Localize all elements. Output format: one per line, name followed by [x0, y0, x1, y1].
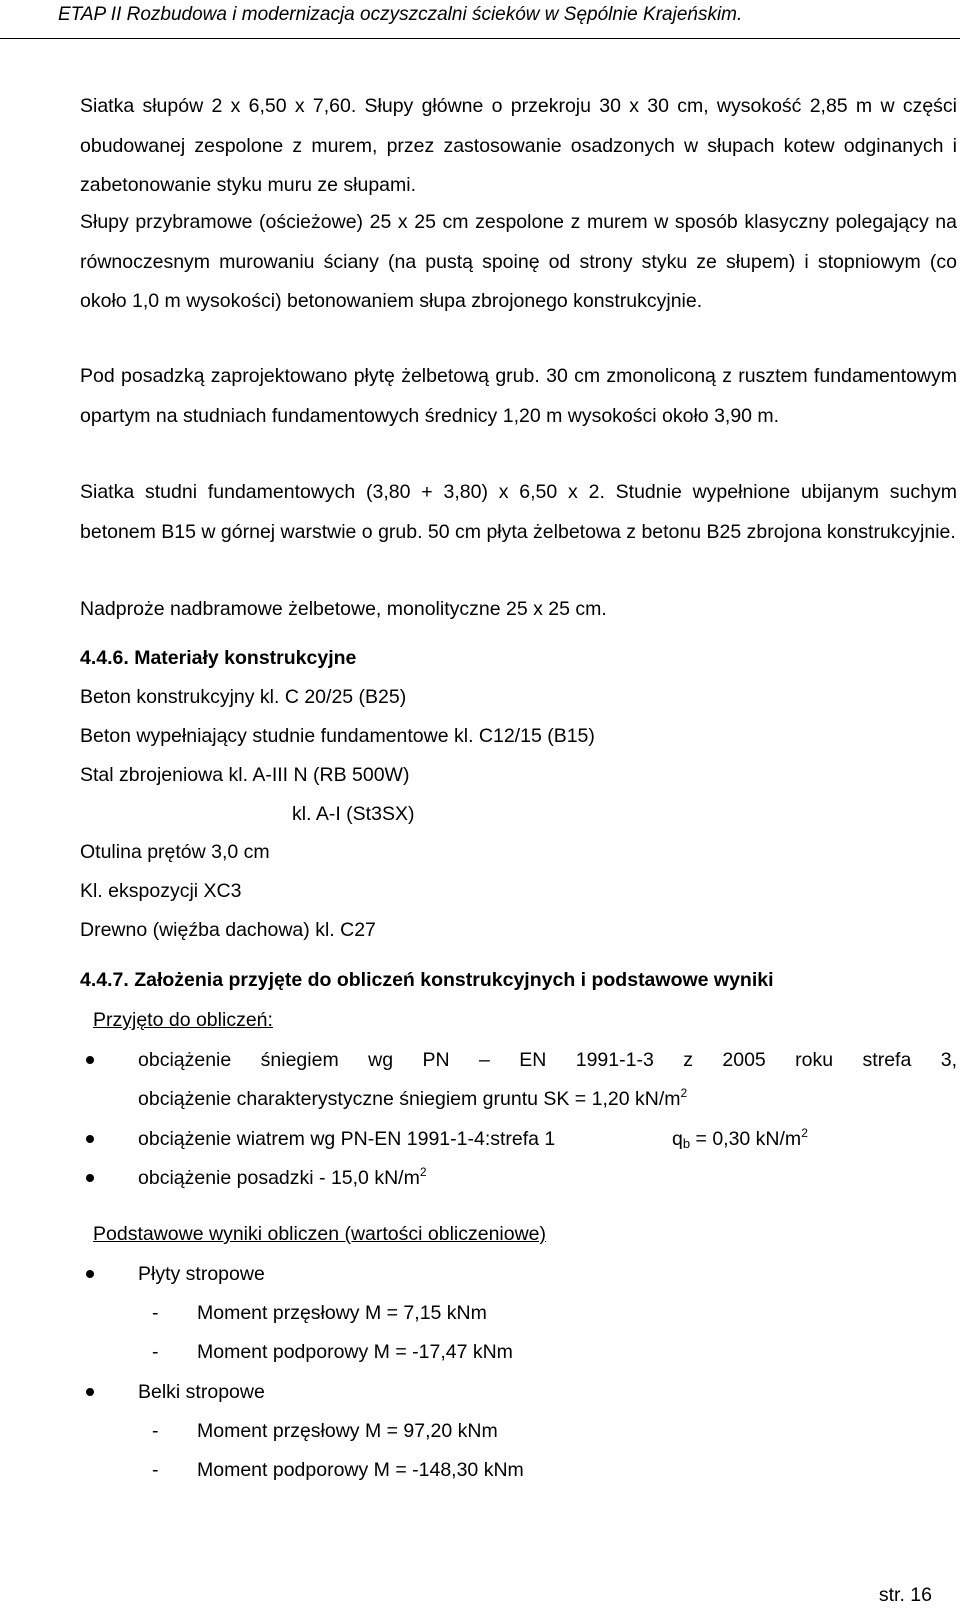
superscript: 2: [801, 1126, 808, 1140]
wind-load-value: [672, 1127, 808, 1151]
subheading-results: Podstawowe wyniki obliczen (wartości obliczeniowe): [93, 1223, 547, 1245]
results-group-title: Belki stropowe: [138, 1381, 265, 1403]
wind-value: = 0,30 kN/m: [690, 1128, 802, 1150]
material-item: Otulina prętów 3,0 cm: [80, 841, 270, 863]
running-header: ETAP II Rozbudowa i modernizacja oczyszczalni ścieków w Sępólnie Krajeńskim.: [58, 4, 743, 25]
list-dash: -: [152, 1302, 159, 1324]
wind-load-line: obciążenie wiatrem wg PN-EN 1991-1-4:strefa 1: [138, 1128, 556, 1150]
bullet-icon: [80, 1262, 102, 1286]
list-dash: -: [152, 1459, 159, 1481]
material-item: Beton konstrukcyjny kl. C 20/25 (B25): [80, 686, 407, 708]
material-item: Drewno (więźba dachowa) kl. C27: [80, 919, 376, 941]
bullet-icon: [80, 1127, 102, 1151]
paragraph-column-grid: Siatka słupów 2 x 6,50 x 7,60. Słupy główne o przekroju 30 x 30 cm, wysokość 2,85 m w części obudowanej zespolone z murem, przez zastosowanie osadzonych w słupach kotew odginanych i zabetonowanie styku muru ze słupami.: [80, 95, 957, 196]
subheading-assumptions: Przyjęto do obliczeń:: [93, 1009, 273, 1031]
result-item: Moment przęsłowy M = 97,20 kNm: [197, 1420, 498, 1442]
floor-load-line: [138, 1166, 427, 1190]
header-rule: [0, 38, 960, 39]
wind-q: q: [672, 1128, 683, 1150]
material-item: kl. A-I (St3SX): [292, 803, 415, 825]
list-dash: -: [152, 1341, 159, 1363]
bullet-icon: [80, 1380, 102, 1404]
bullet-icon: [80, 1166, 102, 1190]
material-item: Stal zbrojeniowa kl. A-III N (RB 500W): [80, 764, 410, 786]
heading-materials: 4.4.6. Materiały konstrukcyjne: [80, 647, 357, 669]
heading-assumptions: 4.4.7. Założenia przyjęte do obliczeń konstrukcyjnych i podstawowe wyniki: [80, 969, 774, 991]
result-item: Moment podporowy M = -17,47 kNm: [197, 1341, 513, 1363]
paragraph-lintel: Nadproże nadbramowe żelbetowe, monolityczne 25 x 25 cm.: [80, 598, 607, 620]
page-number: str. 16: [878, 1584, 932, 1606]
floor-load-text: obciążenie posadzki - 15,0 kN/m: [138, 1167, 420, 1189]
subscript: b: [682, 1136, 691, 1151]
superscript: 2: [419, 1165, 427, 1179]
result-item: Moment przęsłowy M = 7,15 kNm: [197, 1302, 487, 1324]
snow-load-line: obciążenie śniegiem wg PN – EN 1991-1-3 z 2005 roku strefa 3,: [138, 1049, 957, 1071]
paragraph-gate-columns: Słupy przybramowe (ościeżowe) 25 x 25 cm zespolone z murem w sposób klasyczny polegający na równoczesnym murowaniu ściany (na pustą spoinę od strony styku ze słupem) i stopniowym (co około 1,0 m wysokości) betonowaniem słupa zbrojonego konstrukcyjnie.: [80, 211, 957, 312]
paragraph-foundation-wells: Siatka studni fundamentowych (3,80 + 3,80) x 6,50 x 2. Studnie wypełnione ubijanym suchym betonem B15 w górnej warstwie o grub. 50 cm płyta żelbetowa z betonu B25 zbrojona konstrukcyjnie.: [80, 481, 957, 543]
snow-load-value: [138, 1087, 687, 1111]
result-item: Moment podporowy M = -148,30 kNm: [197, 1459, 524, 1481]
snow-load-text: obciążenie charakterystyczne śniegiem gruntu SK = 1,20 kN/m: [138, 1088, 681, 1110]
results-group-title: Płyty stropowe: [138, 1263, 265, 1285]
bullet-icon: [80, 1048, 102, 1072]
material-item: Kl. ekspozycji XC3: [80, 880, 242, 902]
superscript: 2: [680, 1086, 688, 1100]
material-item: Beton wypełniający studnie fundamentowe kl. C12/15 (B15): [80, 725, 595, 747]
paragraph-floor-slab: Pod posadzką zaprojektowano płytę żelbetową grub. 30 cm zmonoliconą z rusztem fundamentowym opartym na studniach fundamentowych średnicy 1,20 m wysokości około 3,90 m.: [80, 365, 957, 427]
list-dash: -: [152, 1420, 159, 1442]
